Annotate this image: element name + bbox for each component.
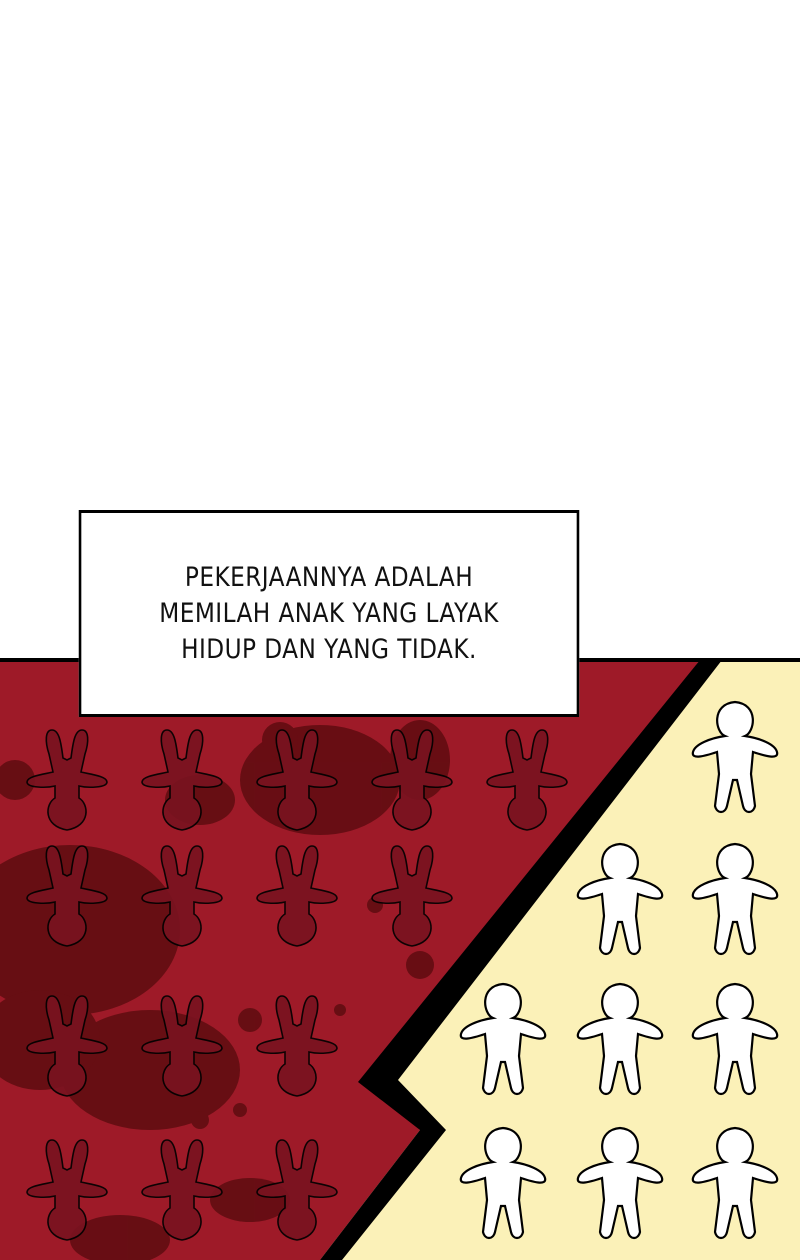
caption-line-3: HIDUP DAN YANG TIDAK. [181, 633, 477, 665]
caption-line-2: MEMILAH ANAK YANG LAYAK [159, 597, 499, 629]
narration-caption-box [79, 510, 580, 717]
caption-line-1: PEKERJAANNYA ADALAH [184, 561, 474, 593]
